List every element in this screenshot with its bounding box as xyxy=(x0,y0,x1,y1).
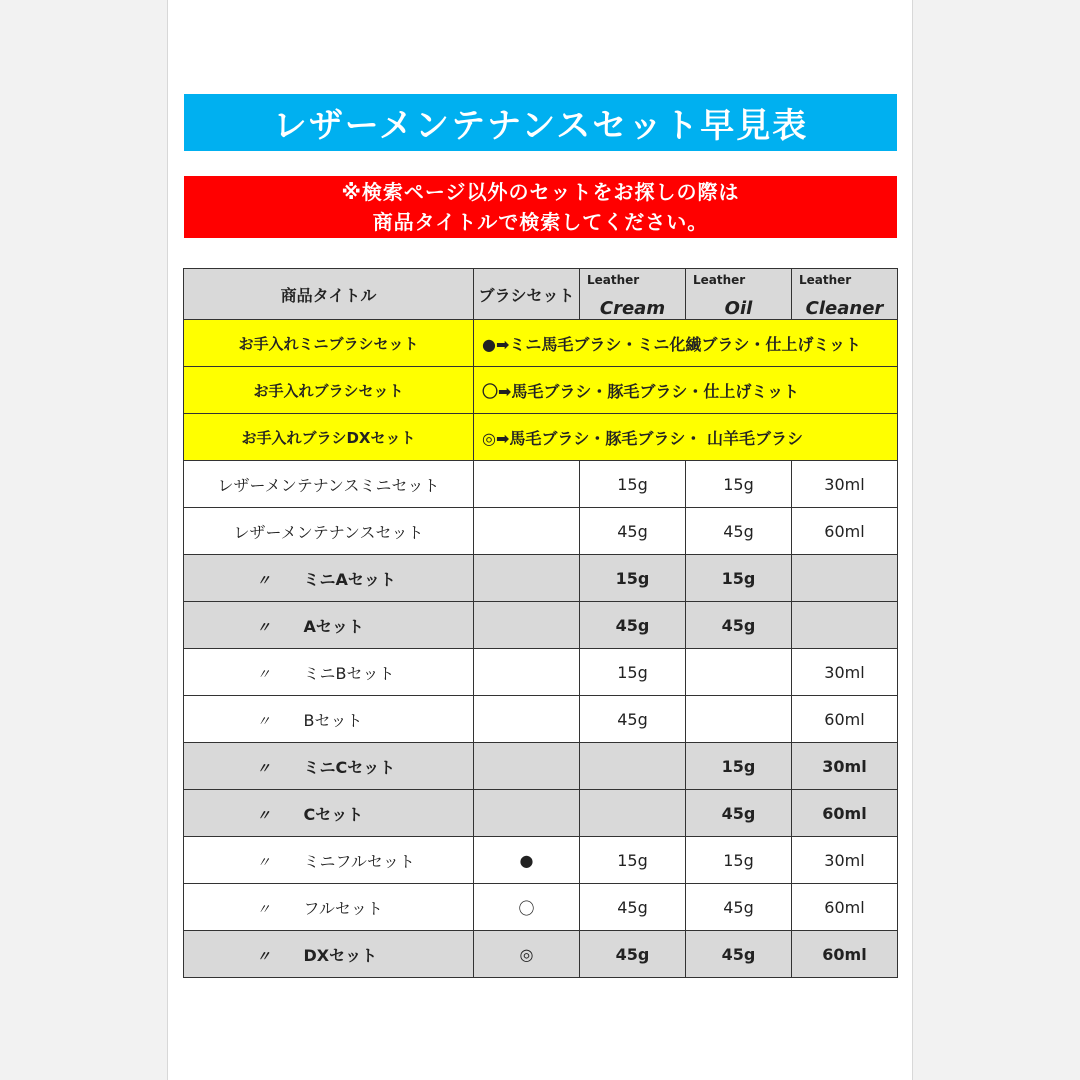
row-product-cell xyxy=(184,602,474,649)
row-product-cell xyxy=(184,555,474,602)
row-brush-mark xyxy=(474,649,580,696)
row-oil: 15g xyxy=(686,461,792,508)
brush-row xyxy=(184,367,898,414)
row-oil: 15g xyxy=(686,837,792,884)
row-cream: 15g xyxy=(580,461,686,508)
table-header-row xyxy=(184,269,898,320)
row-oil xyxy=(686,696,792,743)
row-brush-mark xyxy=(474,602,580,649)
ditto-mark: 〃 xyxy=(256,948,271,965)
row-cleaner: 30ml xyxy=(792,649,898,696)
row-brush-mark xyxy=(474,508,580,555)
table-row xyxy=(184,508,898,555)
header-brush-set: ブラシセット xyxy=(474,269,580,320)
table-row xyxy=(184,602,898,649)
row-brush-mark: ◎ xyxy=(474,931,580,978)
notice-line-2: 商品タイトルで検索してください。 xyxy=(372,210,709,234)
table-row xyxy=(184,696,898,743)
row-brush-mark: ● xyxy=(474,837,580,884)
row-cream xyxy=(580,790,686,837)
row-cleaner: 30ml xyxy=(792,837,898,884)
header-oil xyxy=(686,269,792,320)
row-cream: 45g xyxy=(580,508,686,555)
row-oil: 45g xyxy=(686,790,792,837)
row-product-name: ミニCセット xyxy=(303,757,396,777)
ditto-mark: 〃 xyxy=(256,901,271,918)
row-product-name: DXセット xyxy=(303,945,378,965)
row-product-cell xyxy=(184,696,474,743)
product-table xyxy=(183,268,898,978)
header-product-title: 商品タイトル xyxy=(184,269,474,320)
ditto-mark: 〃 xyxy=(256,807,271,824)
row-product-name: Cセット xyxy=(303,804,364,824)
table-row xyxy=(184,790,898,837)
notice-banner xyxy=(184,176,897,238)
row-cleaner: 60ml xyxy=(792,884,898,931)
ditto-mark: 〃 xyxy=(256,760,271,777)
table-row xyxy=(184,649,898,696)
table-row xyxy=(184,837,898,884)
row-product-cell xyxy=(184,931,474,978)
row-product-name: Aセット xyxy=(303,616,364,636)
table-row xyxy=(184,743,898,790)
header-cleaner-big: Cleaner xyxy=(805,298,884,319)
brush-row-name: お手入れブラシセット xyxy=(184,367,474,414)
row-product-cell xyxy=(184,837,474,884)
row-product-name: ミニBセット xyxy=(303,663,395,683)
table-row xyxy=(184,461,898,508)
row-oil: 45g xyxy=(686,931,792,978)
header-cream-small: Leather xyxy=(587,273,640,287)
row-product-cell xyxy=(184,790,474,837)
row-cream: 45g xyxy=(580,884,686,931)
row-cleaner xyxy=(792,555,898,602)
ditto-mark: 〃 xyxy=(256,619,271,636)
brush-row xyxy=(184,320,898,367)
row-cleaner: 60ml xyxy=(792,696,898,743)
ditto-mark: 〃 xyxy=(256,666,271,683)
row-oil: 45g xyxy=(686,884,792,931)
brush-row-name: お手入れブラシDXセット xyxy=(184,414,474,461)
row-brush-mark xyxy=(474,743,580,790)
row-cleaner: 60ml xyxy=(792,508,898,555)
row-product-cell xyxy=(184,884,474,931)
row-brush-mark: 〇 xyxy=(474,884,580,931)
brush-row-desc: ●➡ミニ馬毛ブラシ・ミニ化繊ブラシ・仕上げミット xyxy=(474,320,898,367)
brush-row-desc: ◎➡馬毛ブラシ・豚毛ブラシ・ 山羊毛ブラシ xyxy=(474,414,898,461)
row-product-name: フルセット xyxy=(303,898,383,918)
header-cream-big: Cream xyxy=(599,298,666,319)
row-cleaner: 60ml xyxy=(792,931,898,978)
row-product-name: レザーメンテナンスセット xyxy=(184,508,474,555)
table-row xyxy=(184,555,898,602)
row-cream xyxy=(580,743,686,790)
row-cream: 15g xyxy=(580,555,686,602)
row-oil: 45g xyxy=(686,602,792,649)
header-cleaner-small: Leather xyxy=(799,273,852,287)
notice-line-1: ※検索ページ以外のセットをお探しの際は xyxy=(341,180,740,204)
brush-row-desc: 〇➡馬毛ブラシ・豚毛ブラシ・仕上げミット xyxy=(474,367,898,414)
brush-row-name: お手入れミニブラシセット xyxy=(184,320,474,367)
row-product-cell xyxy=(184,649,474,696)
row-cream: 15g xyxy=(580,837,686,884)
row-product-name: Bセット xyxy=(303,710,363,730)
row-cream: 45g xyxy=(580,696,686,743)
row-cleaner: 30ml xyxy=(792,461,898,508)
row-oil: 15g xyxy=(686,743,792,790)
table-row xyxy=(184,931,898,978)
header-oil-big: Oil xyxy=(724,298,753,319)
row-brush-mark xyxy=(474,790,580,837)
header-cleaner xyxy=(792,269,898,320)
table-row xyxy=(184,884,898,931)
header-oil-small: Leather xyxy=(693,273,746,287)
row-product-name: ミニフルセット xyxy=(303,851,415,871)
row-brush-mark xyxy=(474,461,580,508)
header-cream xyxy=(580,269,686,320)
ditto-mark: 〃 xyxy=(256,713,271,730)
row-brush-mark xyxy=(474,696,580,743)
row-cream: 15g xyxy=(580,649,686,696)
page-title: レザーメンテナンスセット早見表 xyxy=(184,94,897,151)
row-brush-mark xyxy=(474,555,580,602)
row-cream: 45g xyxy=(580,931,686,978)
row-product-cell xyxy=(184,743,474,790)
row-oil: 45g xyxy=(686,508,792,555)
row-cream: 45g xyxy=(580,602,686,649)
row-cleaner: 60ml xyxy=(792,790,898,837)
ditto-mark: 〃 xyxy=(256,854,271,871)
row-product-name: レザーメンテナンスミニセット xyxy=(184,461,474,508)
row-cleaner xyxy=(792,602,898,649)
ditto-mark: 〃 xyxy=(256,572,271,589)
row-oil: 15g xyxy=(686,555,792,602)
brush-row xyxy=(184,414,898,461)
row-cleaner: 30ml xyxy=(792,743,898,790)
row-oil xyxy=(686,649,792,696)
row-product-name: ミニAセット xyxy=(303,569,396,589)
